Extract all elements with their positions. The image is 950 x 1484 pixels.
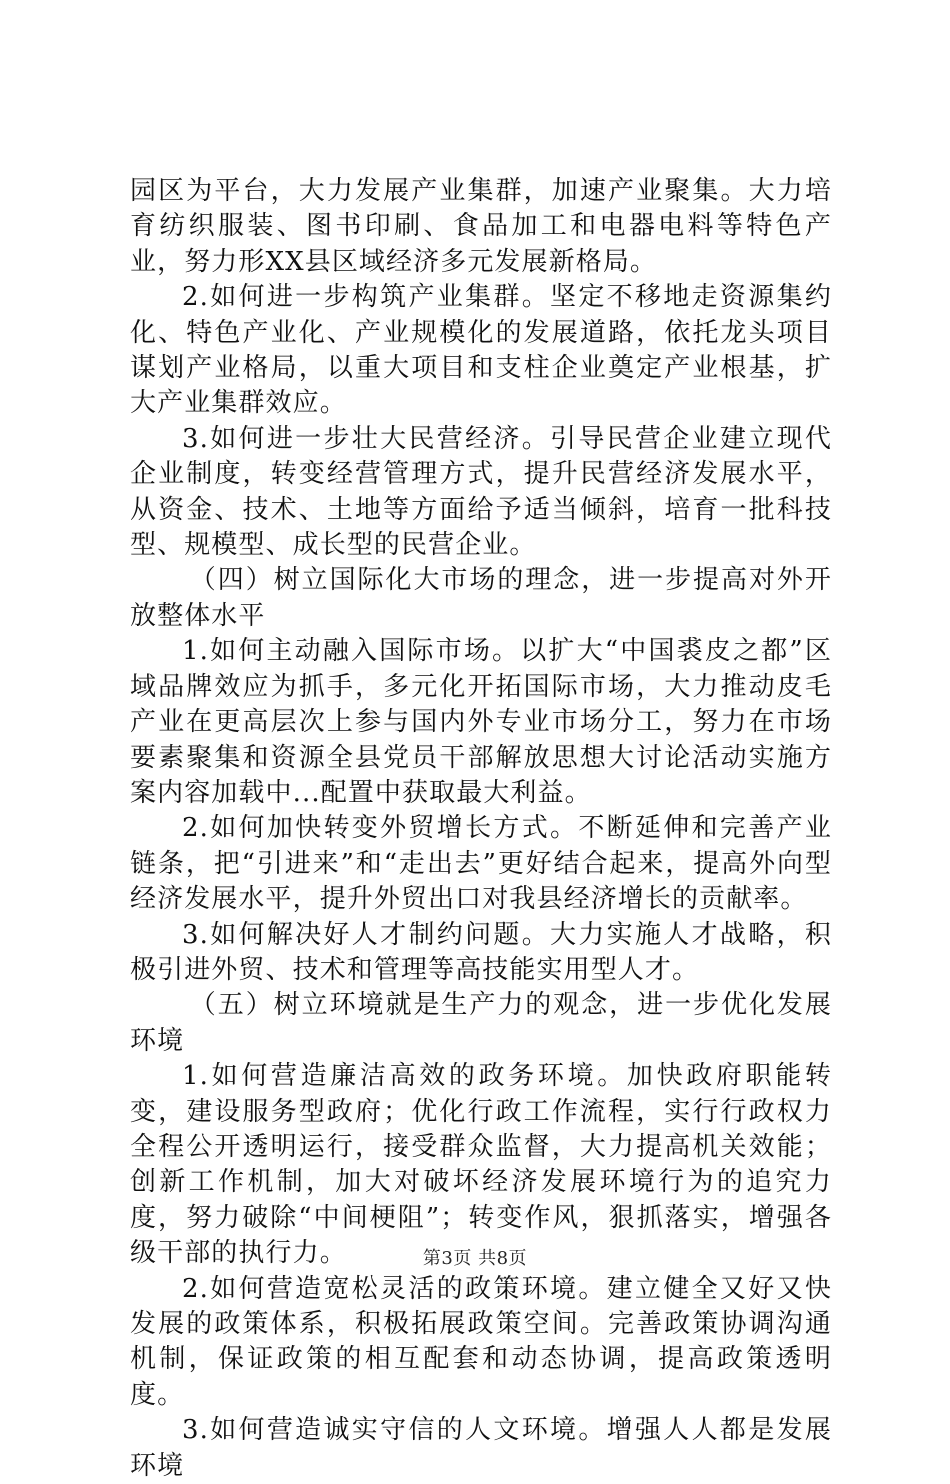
section-heading-four: （四）树立国际化大市场的理念，进一步提高对外开放整体水平	[130, 565, 832, 631]
paragraph-foreign-trade: 2.如何加快转变外贸增长方式。不断延伸和完善产业链条，把“引进来”和“走出去”更好结合起来，提高外向型经济发展水平，提升外贸出口对我县经济增长的贡献率。	[130, 813, 832, 915]
section-heading-five: （五）树立环境就是生产力的观念，进一步优化发展环境	[130, 990, 832, 1056]
paragraph-industry-cluster: 2.如何进一步构筑产业集群。坚定不移地走资源集约化、特色产业化、产业规模化的发展道路，依托龙头项目谋划产业格局，以重大项目和支柱企业奠定产业根基，扩大产业集群效应。	[130, 282, 832, 419]
paragraph-international-market: 1.如何主动融入国际市场。以扩大“中国裘皮之都”区域品牌效应为抓手，多元化开拓国际市场，大力推动皮毛产业在更高层次上参与国内外专业市场分工，努力在市场要素聚集和资源全县党员干部解放思想大讨论活动实施方案内容加载中...配置中获取最大利益。	[130, 636, 832, 808]
paragraph-cultural-environment: 3.如何营造诚实守信的人文环境。增强人人都是发展环境	[130, 1415, 832, 1481]
paragraph-policy-environment: 2.如何营造宽松灵活的政策环境。建立健全又好又快发展的政策体系，积极拓展政策空间。完善政策协调沟通机制，保证政策的相互配套和动态协调，提高政策透明度。	[130, 1273, 832, 1410]
paragraph-talent: 3.如何解决好人才制约问题。大力实施人才战略，积极引进外贸、技术和管理等高技能实用型人才。	[130, 919, 832, 985]
paragraph-industrial-park: 园区为平台，大力发展产业集群，加速产业聚集。大力培育纺织服装、图书印刷、食品加工和电器电料等特色产业，努力形XX县区域经济多元发展新格局。	[130, 176, 832, 277]
document-body	[130, 174, 832, 1484]
paragraph-private-economy: 3.如何进一步壮大民营经济。引导民营企业建立现代企业制度，转变经营管理方式，提升民营经济发展水平，从资金、技术、土地等方面给予适当倾斜，培育一批科技型、规模型、成长型的民营企业。	[130, 423, 832, 561]
page-number-footer: 第3页 共8页	[422, 1248, 528, 1269]
paragraph-government-environment: 1.如何营造廉洁高效的政务环境。加快政府职能转变，建设服务型政府；优化行政工作流程，实行行政权力全程公开透明运行，接受群众监督，大力提高机关效能；创新工作机制，加大对破坏经济发展环境行为的追究力度，努力破除“中间梗阻”；转变作风，狠抓落实，增强各级干部的执行力。	[130, 1061, 832, 1269]
